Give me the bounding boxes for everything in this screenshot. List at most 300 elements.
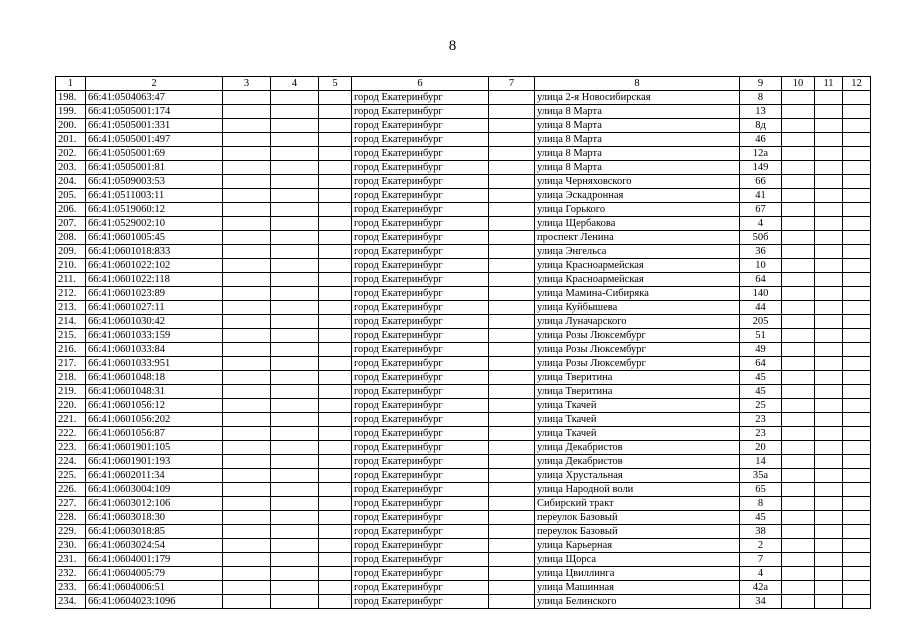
table-cell bbox=[843, 483, 871, 497]
table-cell: 66:41:0601023:89 bbox=[86, 287, 223, 301]
table-cell: 66:41:0519060:12 bbox=[86, 203, 223, 217]
table-cell bbox=[843, 259, 871, 273]
table-cell bbox=[489, 105, 535, 119]
table-cell bbox=[271, 469, 319, 483]
table-cell bbox=[271, 357, 319, 371]
table-cell bbox=[782, 441, 815, 455]
table-cell: улица Тверитина bbox=[535, 371, 740, 385]
table-cell bbox=[319, 175, 352, 189]
table-cell: 213. bbox=[56, 301, 86, 315]
table-cell: 65 bbox=[740, 483, 782, 497]
table-cell: 45 bbox=[740, 511, 782, 525]
table-cell: город Екатеринбург bbox=[352, 595, 489, 609]
column-header: 12 bbox=[843, 77, 871, 91]
table-cell: 223. bbox=[56, 441, 86, 455]
table-cell bbox=[271, 147, 319, 161]
table-cell bbox=[223, 231, 271, 245]
table-cell bbox=[271, 595, 319, 609]
table-cell: город Екатеринбург bbox=[352, 91, 489, 105]
table-cell bbox=[489, 343, 535, 357]
table-cell bbox=[319, 91, 352, 105]
table-cell: город Екатеринбург bbox=[352, 133, 489, 147]
table-cell bbox=[319, 273, 352, 287]
table-cell bbox=[223, 203, 271, 217]
column-header: 3 bbox=[223, 77, 271, 91]
table-row bbox=[56, 273, 871, 287]
table-cell bbox=[271, 287, 319, 301]
table-cell bbox=[489, 273, 535, 287]
table-cell: город Екатеринбург bbox=[352, 259, 489, 273]
table-cell: город Екатеринбург bbox=[352, 567, 489, 581]
table-cell bbox=[489, 595, 535, 609]
table-cell bbox=[489, 539, 535, 553]
table-cell bbox=[815, 231, 843, 245]
table-cell bbox=[271, 483, 319, 497]
table-cell bbox=[223, 525, 271, 539]
table-cell bbox=[843, 525, 871, 539]
table-cell: переулок Базовый bbox=[535, 525, 740, 539]
table-cell: 23 bbox=[740, 427, 782, 441]
table-cell bbox=[223, 469, 271, 483]
table-cell: 207. bbox=[56, 217, 86, 231]
table-cell: 66:41:0601056:202 bbox=[86, 413, 223, 427]
table-cell: 229. bbox=[56, 525, 86, 539]
table-row bbox=[56, 441, 871, 455]
table-cell bbox=[489, 525, 535, 539]
table-cell bbox=[489, 175, 535, 189]
table-cell bbox=[843, 273, 871, 287]
table-row bbox=[56, 301, 871, 315]
table-cell bbox=[319, 245, 352, 259]
table-cell bbox=[319, 595, 352, 609]
table-cell: улица Цвиллинга bbox=[535, 567, 740, 581]
table-cell bbox=[223, 483, 271, 497]
table-cell bbox=[489, 455, 535, 469]
table-cell: город Екатеринбург bbox=[352, 525, 489, 539]
table-cell bbox=[271, 567, 319, 581]
table-cell: 199. bbox=[56, 105, 86, 119]
column-header: 9 bbox=[740, 77, 782, 91]
table-cell bbox=[271, 385, 319, 399]
table-cell: 64 bbox=[740, 357, 782, 371]
table-row bbox=[56, 595, 871, 609]
table-cell: город Екатеринбург bbox=[352, 343, 489, 357]
table-cell bbox=[319, 511, 352, 525]
table-cell bbox=[815, 497, 843, 511]
table-cell bbox=[489, 119, 535, 133]
table-row bbox=[56, 259, 871, 273]
table-cell bbox=[271, 105, 319, 119]
table-cell bbox=[843, 343, 871, 357]
table-cell bbox=[782, 525, 815, 539]
table-cell bbox=[843, 231, 871, 245]
table-cell bbox=[319, 469, 352, 483]
table-cell: 220. bbox=[56, 399, 86, 413]
table-cell bbox=[489, 231, 535, 245]
table-cell: 66:41:0604005:79 bbox=[86, 567, 223, 581]
table-row bbox=[56, 245, 871, 259]
table-cell bbox=[815, 413, 843, 427]
table-cell bbox=[319, 371, 352, 385]
table-cell: город Екатеринбург bbox=[352, 483, 489, 497]
table-row bbox=[56, 525, 871, 539]
table-cell: город Екатеринбург bbox=[352, 511, 489, 525]
table-cell: город Екатеринбург bbox=[352, 357, 489, 371]
table-cell bbox=[271, 245, 319, 259]
table-cell: 36 bbox=[740, 245, 782, 259]
table-cell: улица 8 Марта bbox=[535, 133, 740, 147]
table-cell bbox=[223, 399, 271, 413]
table-cell bbox=[271, 525, 319, 539]
table-cell: улица Народной воли bbox=[535, 483, 740, 497]
table-cell: улица Мамина-Сибиряка bbox=[535, 287, 740, 301]
column-header: 10 bbox=[782, 77, 815, 91]
table-cell bbox=[815, 119, 843, 133]
table-cell bbox=[843, 189, 871, 203]
table-cell bbox=[815, 525, 843, 539]
table-cell: 66:41:0505001:497 bbox=[86, 133, 223, 147]
table-cell bbox=[782, 567, 815, 581]
table-cell bbox=[843, 455, 871, 469]
table-cell bbox=[815, 287, 843, 301]
table-cell bbox=[782, 399, 815, 413]
table-cell: город Екатеринбург bbox=[352, 469, 489, 483]
table-cell bbox=[319, 581, 352, 595]
table-cell bbox=[489, 315, 535, 329]
table-cell bbox=[489, 189, 535, 203]
table-cell bbox=[271, 511, 319, 525]
table-cell: город Екатеринбург bbox=[352, 371, 489, 385]
table-cell bbox=[782, 245, 815, 259]
table-cell bbox=[815, 357, 843, 371]
table-cell bbox=[782, 343, 815, 357]
table-cell: 23 bbox=[740, 413, 782, 427]
table-cell bbox=[223, 133, 271, 147]
table-cell: улица Красноармейская bbox=[535, 259, 740, 273]
table-cell: 66:41:0604006:51 bbox=[86, 581, 223, 595]
table-cell: улица Эскадронная bbox=[535, 189, 740, 203]
table-row bbox=[56, 203, 871, 217]
table-cell: улица 8 Марта bbox=[535, 147, 740, 161]
table-cell bbox=[843, 161, 871, 175]
table-cell: 67 bbox=[740, 203, 782, 217]
table-cell: 66:41:0601048:31 bbox=[86, 385, 223, 399]
table-cell bbox=[271, 231, 319, 245]
table-cell bbox=[271, 399, 319, 413]
table-cell: улица Белинского bbox=[535, 595, 740, 609]
table-row bbox=[56, 287, 871, 301]
table-cell bbox=[223, 217, 271, 231]
table-cell bbox=[489, 413, 535, 427]
table-cell: 214. bbox=[56, 315, 86, 329]
table-cell: 66:41:0601033:84 bbox=[86, 343, 223, 357]
table-cell: 66:41:0504063:47 bbox=[86, 91, 223, 105]
table-cell: 66:41:0601018:833 bbox=[86, 245, 223, 259]
column-header: 6 bbox=[352, 77, 489, 91]
table-cell bbox=[489, 161, 535, 175]
table-cell bbox=[489, 553, 535, 567]
table-cell: улица Луначарского bbox=[535, 315, 740, 329]
table-cell: 12а bbox=[740, 147, 782, 161]
table-cell bbox=[843, 147, 871, 161]
table-cell bbox=[782, 119, 815, 133]
table-cell bbox=[223, 161, 271, 175]
table-cell bbox=[843, 357, 871, 371]
table-cell bbox=[815, 203, 843, 217]
table-cell bbox=[319, 203, 352, 217]
table-cell: 202. bbox=[56, 147, 86, 161]
table-cell bbox=[782, 511, 815, 525]
table-cell: улица 8 Марта bbox=[535, 119, 740, 133]
table-cell: 66:41:0604001:179 bbox=[86, 553, 223, 567]
table-cell bbox=[782, 595, 815, 609]
table-cell bbox=[271, 343, 319, 357]
table-cell: улица Розы Люксембург bbox=[535, 343, 740, 357]
table-row bbox=[56, 357, 871, 371]
table-cell bbox=[815, 371, 843, 385]
table-cell: улица Ткачей bbox=[535, 427, 740, 441]
table-cell bbox=[319, 357, 352, 371]
table-cell bbox=[815, 343, 843, 357]
table-cell: улица Ткачей bbox=[535, 399, 740, 413]
table-cell: улица Щорса bbox=[535, 553, 740, 567]
table-cell bbox=[815, 133, 843, 147]
table-cell bbox=[271, 329, 319, 343]
table-cell: 66:41:0505001:81 bbox=[86, 161, 223, 175]
table-cell bbox=[223, 147, 271, 161]
table-cell: 66:41:0603004:109 bbox=[86, 483, 223, 497]
table-cell bbox=[843, 553, 871, 567]
table-cell: 4 bbox=[740, 217, 782, 231]
table-cell bbox=[223, 427, 271, 441]
table-cell: улица Красноармейская bbox=[535, 273, 740, 287]
table-cell: 8д bbox=[740, 119, 782, 133]
table-row bbox=[56, 427, 871, 441]
table-row bbox=[56, 217, 871, 231]
table-cell bbox=[223, 441, 271, 455]
table-cell bbox=[319, 483, 352, 497]
table-cell: улица 8 Марта bbox=[535, 161, 740, 175]
table-cell: 66:41:0603024:54 bbox=[86, 539, 223, 553]
table-cell: улица Щербакова bbox=[535, 217, 740, 231]
table-body bbox=[56, 77, 871, 609]
table-row bbox=[56, 315, 871, 329]
table-cell bbox=[489, 245, 535, 259]
table-cell bbox=[489, 329, 535, 343]
table-cell bbox=[319, 427, 352, 441]
table-cell bbox=[815, 441, 843, 455]
table-cell bbox=[843, 469, 871, 483]
table-cell: 230. bbox=[56, 539, 86, 553]
table-cell bbox=[815, 581, 843, 595]
table-cell bbox=[319, 217, 352, 231]
table-row bbox=[56, 133, 871, 147]
table-cell bbox=[782, 371, 815, 385]
table-cell bbox=[489, 287, 535, 301]
table-cell bbox=[223, 189, 271, 203]
column-header: 11 bbox=[815, 77, 843, 91]
table-cell: 216. bbox=[56, 343, 86, 357]
table-cell: город Екатеринбург bbox=[352, 105, 489, 119]
table-cell bbox=[782, 217, 815, 231]
table-cell bbox=[815, 259, 843, 273]
table-cell bbox=[489, 147, 535, 161]
table-cell: 234. bbox=[56, 595, 86, 609]
table-cell bbox=[271, 203, 319, 217]
table-cell: 212. bbox=[56, 287, 86, 301]
table-cell bbox=[489, 203, 535, 217]
table-cell: город Екатеринбург bbox=[352, 301, 489, 315]
page-number: 8 bbox=[448, 38, 457, 54]
table-cell: 149 bbox=[740, 161, 782, 175]
table-cell: 66:41:0601022:118 bbox=[86, 273, 223, 287]
table-cell bbox=[843, 581, 871, 595]
table-cell bbox=[223, 287, 271, 301]
table-cell bbox=[782, 203, 815, 217]
table-cell bbox=[319, 455, 352, 469]
table-cell: 34 bbox=[740, 595, 782, 609]
table-row bbox=[56, 483, 871, 497]
table-cell bbox=[319, 553, 352, 567]
table-cell bbox=[815, 329, 843, 343]
table-cell bbox=[815, 567, 843, 581]
table-cell bbox=[271, 259, 319, 273]
table-cell bbox=[782, 483, 815, 497]
table-cell: 209. bbox=[56, 245, 86, 259]
table-cell: 13 bbox=[740, 105, 782, 119]
table-cell bbox=[782, 553, 815, 567]
table-cell bbox=[319, 413, 352, 427]
table-cell bbox=[319, 525, 352, 539]
table-cell bbox=[223, 413, 271, 427]
table-cell: улица Черняховского bbox=[535, 175, 740, 189]
table-cell: 66:41:0604023:1096 bbox=[86, 595, 223, 609]
table-cell: 66:41:0511003:11 bbox=[86, 189, 223, 203]
table-cell bbox=[223, 539, 271, 553]
table-cell bbox=[843, 245, 871, 259]
table-cell: город Екатеринбург bbox=[352, 385, 489, 399]
table-cell bbox=[271, 217, 319, 231]
table-cell: 140 bbox=[740, 287, 782, 301]
table-cell bbox=[782, 413, 815, 427]
table-cell bbox=[223, 553, 271, 567]
table-cell bbox=[782, 189, 815, 203]
table-cell bbox=[319, 287, 352, 301]
table-cell: улица Машинная bbox=[535, 581, 740, 595]
table-cell: улица Ткачей bbox=[535, 413, 740, 427]
table-cell bbox=[782, 427, 815, 441]
table-cell bbox=[271, 315, 319, 329]
table-cell bbox=[782, 91, 815, 105]
table-row bbox=[56, 385, 871, 399]
table-cell: улица Декабристов bbox=[535, 441, 740, 455]
table-cell bbox=[489, 511, 535, 525]
table-cell bbox=[843, 91, 871, 105]
table-cell: улица Розы Люксембург bbox=[535, 357, 740, 371]
table-cell: город Екатеринбург bbox=[352, 161, 489, 175]
table-cell: 50б bbox=[740, 231, 782, 245]
table-cell bbox=[223, 301, 271, 315]
table-cell bbox=[319, 189, 352, 203]
table-cell bbox=[489, 483, 535, 497]
table-cell: 217. bbox=[56, 357, 86, 371]
table-cell: 198. bbox=[56, 91, 86, 105]
table-cell bbox=[815, 217, 843, 231]
table-cell: 51 bbox=[740, 329, 782, 343]
table-cell: 204. bbox=[56, 175, 86, 189]
table-cell: город Екатеринбург bbox=[352, 217, 489, 231]
table-cell bbox=[319, 497, 352, 511]
table-cell: 221. bbox=[56, 413, 86, 427]
table-cell bbox=[815, 539, 843, 553]
table-cell: 41 bbox=[740, 189, 782, 203]
table-row bbox=[56, 147, 871, 161]
table-cell: 10 bbox=[740, 259, 782, 273]
table-cell bbox=[815, 469, 843, 483]
table-cell bbox=[843, 203, 871, 217]
table-cell bbox=[223, 455, 271, 469]
table-cell bbox=[271, 427, 319, 441]
table-cell: улица Декабристов bbox=[535, 455, 740, 469]
table-cell bbox=[815, 385, 843, 399]
table-cell: 35а bbox=[740, 469, 782, 483]
table-cell: 200. bbox=[56, 119, 86, 133]
table-cell: 49 bbox=[740, 343, 782, 357]
table-cell: город Екатеринбург bbox=[352, 189, 489, 203]
table-row bbox=[56, 553, 871, 567]
table-cell bbox=[271, 441, 319, 455]
table-cell bbox=[815, 595, 843, 609]
table-row bbox=[56, 497, 871, 511]
table-cell bbox=[843, 399, 871, 413]
column-header: 2 bbox=[86, 77, 223, 91]
column-header: 1 bbox=[56, 77, 86, 91]
table-cell: 218. bbox=[56, 371, 86, 385]
table-cell bbox=[223, 357, 271, 371]
table-row bbox=[56, 371, 871, 385]
table-cell: город Екатеринбург bbox=[352, 581, 489, 595]
table-cell bbox=[223, 595, 271, 609]
table-cell bbox=[489, 371, 535, 385]
column-header: 4 bbox=[271, 77, 319, 91]
table-cell bbox=[782, 175, 815, 189]
table-cell: город Екатеринбург bbox=[352, 399, 489, 413]
table-cell: улица 8 Марта bbox=[535, 105, 740, 119]
table-cell: 232. bbox=[56, 567, 86, 581]
table-cell bbox=[223, 175, 271, 189]
table-cell: 66:41:0601901:105 bbox=[86, 441, 223, 455]
table-cell: 14 bbox=[740, 455, 782, 469]
table-cell: 66:41:0505001:174 bbox=[86, 105, 223, 119]
table-cell bbox=[782, 581, 815, 595]
table-cell bbox=[489, 91, 535, 105]
table-cell: 2 bbox=[740, 539, 782, 553]
table-cell bbox=[271, 539, 319, 553]
table-cell: город Екатеринбург bbox=[352, 273, 489, 287]
table-cell bbox=[271, 189, 319, 203]
table-cell: 66:41:0601033:951 bbox=[86, 357, 223, 371]
table-cell bbox=[223, 343, 271, 357]
table-cell: 231. bbox=[56, 553, 86, 567]
table-cell: 228. bbox=[56, 511, 86, 525]
table-cell: 201. bbox=[56, 133, 86, 147]
table-cell: 211. bbox=[56, 273, 86, 287]
table-cell: 7 bbox=[740, 553, 782, 567]
table-cell: 45 bbox=[740, 371, 782, 385]
table-cell: улица Тверитина bbox=[535, 385, 740, 399]
table-cell bbox=[489, 581, 535, 595]
table-cell bbox=[489, 357, 535, 371]
